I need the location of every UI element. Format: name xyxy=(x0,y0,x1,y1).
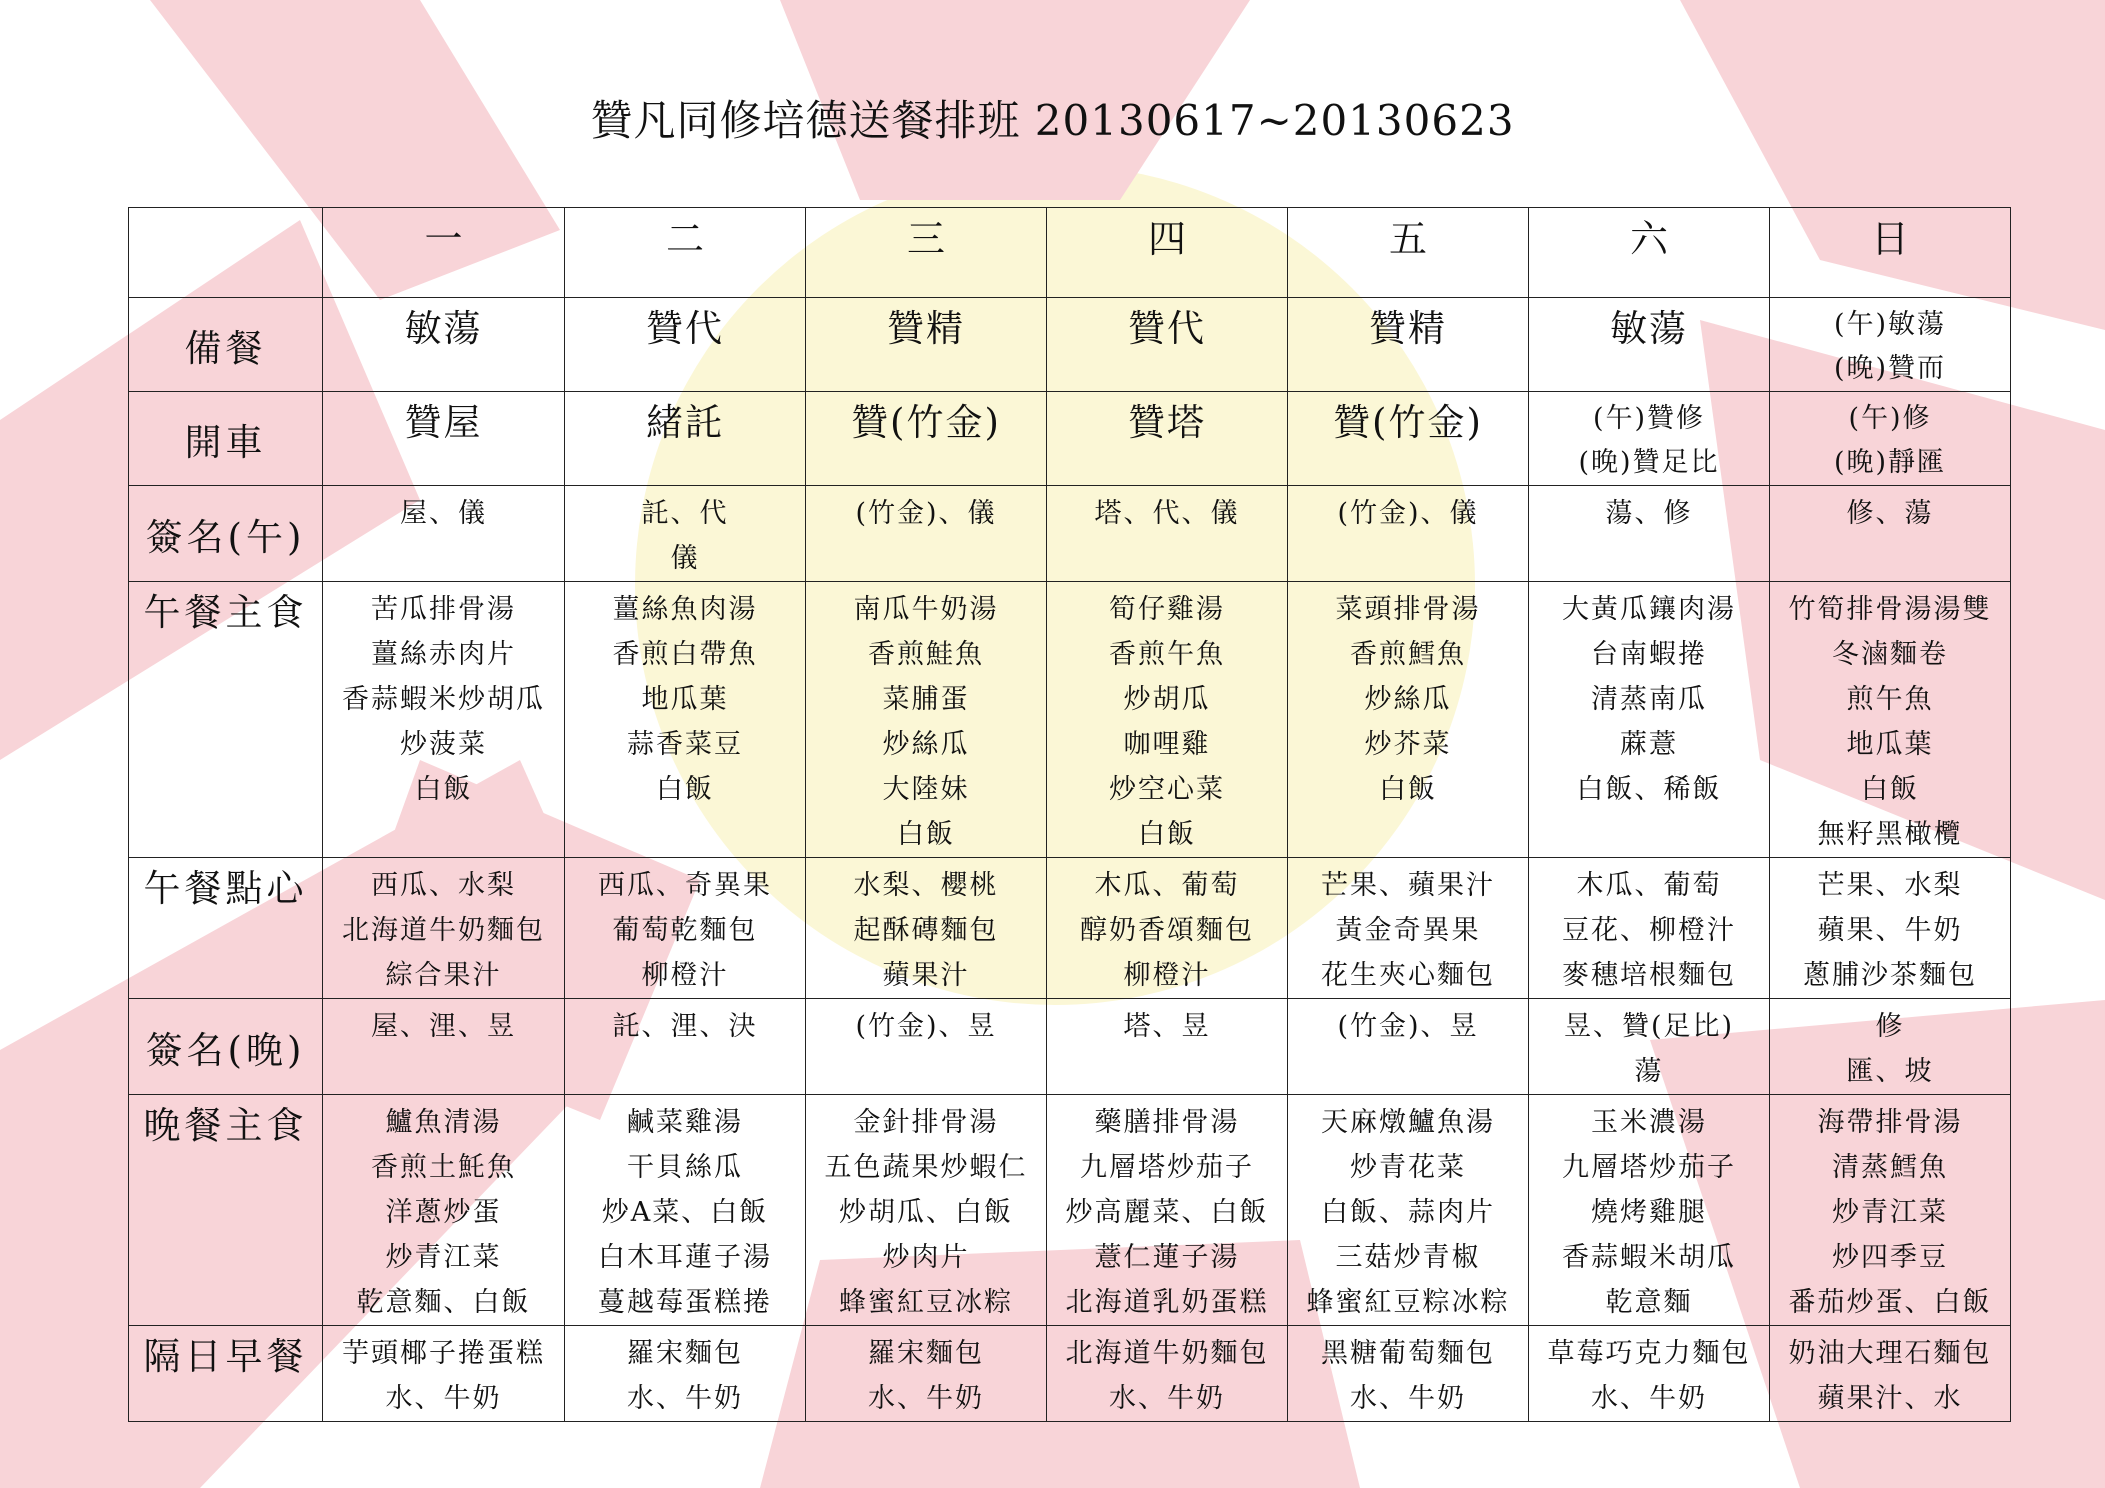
day-header-wed: 三 xyxy=(806,208,1047,298)
cell-line: 大陸妹 xyxy=(882,774,970,805)
cell-breakfast-day-5 xyxy=(1288,1326,1529,1422)
cell-line: (晚)贊足比 xyxy=(1578,447,1720,478)
cell-lines xyxy=(1770,486,2010,536)
cell-prep-day-1: 敏蕩 xyxy=(323,298,565,392)
cell-breakfast-day-6 xyxy=(1529,1326,1770,1422)
cell-line: 蔥脯沙茶麵包 xyxy=(1803,960,1977,991)
cell-line: 燒烤雞腿 xyxy=(1591,1197,1707,1228)
cell-line: 蔓越莓蛋糕捲 xyxy=(598,1287,772,1318)
cell-prep-day-6: 敏蕩 xyxy=(1529,298,1770,392)
cell-sign-noon-day-4 xyxy=(1047,486,1288,582)
cell-line: 起酥磚麵包 xyxy=(853,915,999,946)
cell-line: 薏仁蓮子湯 xyxy=(1094,1242,1240,1273)
cell-line: 冬滷麵卷 xyxy=(1832,639,1948,670)
cell-line: 草莓巧克力麵包 xyxy=(1547,1338,1751,1369)
row-drive xyxy=(129,392,2011,486)
cell-line: 炒四季豆 xyxy=(1832,1242,1948,1273)
cell-lines xyxy=(1529,858,1769,998)
cell-lines xyxy=(323,999,564,1049)
cell-line: 乾意麵 xyxy=(1605,1287,1693,1318)
cell-lines xyxy=(1770,392,2010,485)
cell-line: 九層塔炒茄子 xyxy=(1080,1152,1254,1183)
cell-line: 薑絲魚肉湯 xyxy=(612,594,758,625)
cell-dinner-day-5 xyxy=(1288,1095,1529,1326)
cell-line: 咖哩雞 xyxy=(1123,729,1211,760)
day-header-sat: 六 xyxy=(1529,208,1770,298)
cell-line: 屋、浬、昱 xyxy=(371,1011,516,1042)
cell-line: 木瓜、葡萄 xyxy=(1576,870,1722,901)
cell-line: 白飯 xyxy=(656,774,714,805)
cell-line: 炒空心菜 xyxy=(1109,774,1225,805)
cell-line: 五色蔬果炒蝦仁 xyxy=(824,1152,1028,1183)
cell-line: 芒果、蘋果汁 xyxy=(1321,870,1495,901)
cell-line: 蕩 xyxy=(1634,1056,1664,1087)
cell-lunch-day-5 xyxy=(1288,582,1529,858)
cell-line: 託、代 xyxy=(641,498,729,529)
cell-line: 三菇炒青椒 xyxy=(1335,1242,1481,1273)
cell-line: 黃金奇異果 xyxy=(1335,915,1481,946)
cell-line: 香蒜蝦米炒胡瓜 xyxy=(342,684,545,715)
row-label-breakfast: 隔日早餐 xyxy=(129,1326,323,1422)
cell-drive-day-3: 贊(竹金) xyxy=(806,392,1047,486)
cell-drive-day-6 xyxy=(1529,392,1770,486)
cell-line: 番茄炒蛋、白飯 xyxy=(1788,1287,1992,1318)
cell-lines xyxy=(1047,999,1287,1049)
cell-line: 水、牛奶 xyxy=(385,1383,502,1414)
cell-line: 炒A菜、白飯 xyxy=(601,1197,769,1228)
cell-lines xyxy=(1047,1095,1287,1325)
cell-drive-day-5: 贊(竹金) xyxy=(1288,392,1529,486)
cell-lines xyxy=(806,858,1046,998)
cell-lines xyxy=(1047,858,1287,998)
row-sign-evening xyxy=(129,999,2011,1095)
cell-line: 塔、代、儀 xyxy=(1094,498,1240,529)
cell-sign-evening-day-6 xyxy=(1529,999,1770,1095)
cell-line: 炒胡瓜、白飯 xyxy=(839,1197,1013,1228)
cell-line: 炒絲瓜 xyxy=(882,729,970,760)
cell-lines xyxy=(323,1095,564,1325)
cell-breakfast-day-7 xyxy=(1770,1326,2011,1422)
day-header-mon: 一 xyxy=(323,208,565,298)
cell-line: 清蒸鱈魚 xyxy=(1832,1152,1948,1183)
cell-line: 菜頭排骨湯 xyxy=(1335,594,1481,625)
cell-line: 白飯 xyxy=(1138,819,1196,850)
cell-line: 修、蕩 xyxy=(1846,498,1934,529)
cell-lines xyxy=(806,999,1046,1049)
cell-line: 匯、坡 xyxy=(1846,1056,1934,1087)
cell-sign-noon-day-5 xyxy=(1288,486,1529,582)
cell-line: 蘋果汁、水 xyxy=(1817,1383,1963,1414)
cell-snack-day-6 xyxy=(1529,858,1770,999)
cell-line: 昱、贊(足比) xyxy=(1563,1011,1735,1042)
cell-lines xyxy=(1529,1326,1769,1421)
cell-lines xyxy=(1288,1095,1528,1325)
cell-line: 香煎鱈魚 xyxy=(1350,639,1466,670)
cell-snack-day-1 xyxy=(323,858,565,999)
cell-line: 水、牛奶 xyxy=(1591,1383,1707,1414)
cell-line: 炒芥菜 xyxy=(1364,729,1452,760)
cell-sign-noon-day-2 xyxy=(565,486,806,582)
cell-lines xyxy=(1288,1326,1528,1421)
cell-line: 南瓜牛奶湯 xyxy=(853,594,999,625)
cell-lines xyxy=(565,858,805,998)
cell-line: 芋頭椰子捲蛋糕 xyxy=(342,1338,545,1369)
cell-line: 九層塔炒茄子 xyxy=(1562,1152,1736,1183)
row-label-dinner: 晚餐主食 xyxy=(129,1095,323,1326)
cell-line: (晚)靜匯 xyxy=(1833,447,1947,478)
cell-lines xyxy=(1047,486,1287,536)
cell-line: 蜂蜜紅豆粽冰粽 xyxy=(1306,1287,1510,1318)
row-label-sign-evening: 簽名(晚) xyxy=(129,999,323,1095)
cell-lines xyxy=(1529,392,1769,485)
cell-line: 大黃瓜鑲肉湯 xyxy=(1562,594,1736,625)
cell-line: 塔、昱 xyxy=(1123,1011,1211,1042)
cell-line: 炒青江菜 xyxy=(1832,1197,1948,1228)
cell-lunch-day-6 xyxy=(1529,582,1770,858)
cell-line: 香蒜蝦米胡瓜 xyxy=(1562,1242,1736,1273)
cell-sign-noon-day-3 xyxy=(806,486,1047,582)
cell-line: 蔴薏 xyxy=(1620,729,1678,760)
cell-lines xyxy=(1770,1095,2010,1325)
cell-breakfast-day-2 xyxy=(565,1326,806,1422)
cell-lines xyxy=(1047,1326,1287,1421)
cell-lines xyxy=(1529,486,1769,536)
cell-line: 儀 xyxy=(670,543,700,574)
cell-lunch-day-7 xyxy=(1770,582,2011,858)
cell-line: 炒高麗菜、白飯 xyxy=(1065,1197,1269,1228)
cell-lines xyxy=(565,1326,805,1421)
cell-line: 白飯 xyxy=(1379,774,1437,805)
cell-line: (晚)贊而 xyxy=(1833,353,1947,384)
cell-sign-evening-day-5 xyxy=(1288,999,1529,1095)
row-label-prep: 備餐 xyxy=(129,298,323,392)
cell-prep-day-7 xyxy=(1770,298,2011,392)
cell-line: 蕩、修 xyxy=(1605,498,1693,529)
cell-snack-day-3 xyxy=(806,858,1047,999)
cell-lines xyxy=(565,582,805,812)
cell-lines xyxy=(1529,582,1769,812)
cell-line: 炒青江菜 xyxy=(385,1242,502,1273)
cell-lines xyxy=(806,486,1046,536)
cell-lines xyxy=(1288,582,1528,812)
cell-line: 無籽黑橄欖 xyxy=(1817,819,1963,850)
cell-line: 香煎白帶魚 xyxy=(612,639,758,670)
cell-lines xyxy=(1288,999,1528,1049)
cell-line: 白飯 xyxy=(897,819,955,850)
cell-lines xyxy=(323,486,564,536)
cell-line: 苦瓜排骨湯 xyxy=(371,594,516,625)
cell-line: 柳橙汁 xyxy=(641,960,729,991)
cell-line: 炒菠菜 xyxy=(400,729,487,760)
cell-line: 黑糖葡萄麵包 xyxy=(1321,1338,1495,1369)
cell-line: 香煎鮭魚 xyxy=(868,639,984,670)
cell-dinner-day-6 xyxy=(1529,1095,1770,1326)
cell-line: 炒青花菜 xyxy=(1350,1152,1466,1183)
cell-line: 地瓜葉 xyxy=(641,684,729,715)
cell-line: 菜脯蛋 xyxy=(882,684,970,715)
cell-lines xyxy=(323,858,564,998)
cell-line: 天麻燉鱸魚湯 xyxy=(1321,1107,1495,1138)
cell-line: 地瓜葉 xyxy=(1846,729,1934,760)
cell-drive-day-2: 緒託 xyxy=(565,392,806,486)
day-header-fri: 五 xyxy=(1288,208,1529,298)
row-label-sign-noon: 簽名(午) xyxy=(129,486,323,582)
cell-line: 奶油大理石麵包 xyxy=(1788,1338,1992,1369)
cell-lunch-day-2 xyxy=(565,582,806,858)
cell-line: 金針排骨湯 xyxy=(853,1107,999,1138)
cell-line: 乾意麵、白飯 xyxy=(356,1287,531,1318)
cell-line: 花生夾心麵包 xyxy=(1321,960,1495,991)
cell-lines xyxy=(1529,1095,1769,1325)
cell-prep-day-4: 贊代 xyxy=(1047,298,1288,392)
cell-line: 炒絲瓜 xyxy=(1364,684,1452,715)
cell-lines xyxy=(1288,486,1528,536)
cell-line: 北海道乳奶蛋糕 xyxy=(1065,1287,1269,1318)
cell-lunch-day-1 xyxy=(323,582,565,858)
cell-line: 豆花、柳橙汁 xyxy=(1562,915,1736,946)
cell-line: 蘋果汁 xyxy=(882,960,970,991)
cell-sign-noon-day-7 xyxy=(1770,486,2011,582)
cell-lines xyxy=(806,1095,1046,1325)
cell-sign-evening-day-4 xyxy=(1047,999,1288,1095)
cell-sign-noon-day-6 xyxy=(1529,486,1770,582)
cell-snack-day-2 xyxy=(565,858,806,999)
cell-sign-noon-day-1 xyxy=(323,486,565,582)
cell-lines xyxy=(806,1326,1046,1421)
cell-lines xyxy=(1770,1326,2010,1421)
cell-line: 白飯 xyxy=(414,774,473,805)
cell-prep-day-2: 贊代 xyxy=(565,298,806,392)
row-snack xyxy=(129,858,2011,999)
cell-dinner-day-7 xyxy=(1770,1095,2011,1326)
cell-lunch-day-4 xyxy=(1047,582,1288,858)
page-title: 贊凡同修培德送餐排班 20130617~20130623 xyxy=(590,96,1515,145)
corner-cell xyxy=(129,208,323,298)
cell-lines xyxy=(1047,582,1287,857)
row-dinner xyxy=(129,1095,2011,1326)
cell-lines xyxy=(1288,858,1528,998)
cell-line: 西瓜、水梨 xyxy=(371,870,516,901)
cell-snack-day-7 xyxy=(1770,858,2011,999)
cell-line: 綜合果汁 xyxy=(385,960,502,991)
cell-lines xyxy=(565,486,805,581)
cell-dinner-day-2 xyxy=(565,1095,806,1326)
cell-lines xyxy=(1770,298,2010,391)
cell-prep-day-5: 贊精 xyxy=(1288,298,1529,392)
cell-line: 煎午魚 xyxy=(1846,684,1934,715)
day-header-tue: 二 xyxy=(565,208,806,298)
cell-line: (竹金)、昱 xyxy=(855,1011,997,1042)
cell-line: 修 xyxy=(1875,1011,1905,1042)
cell-line: 水、牛奶 xyxy=(1109,1383,1225,1414)
cell-line: 醇奶香頌麵包 xyxy=(1080,915,1254,946)
cell-line: 水、牛奶 xyxy=(627,1383,743,1414)
cell-line: (午)贊修 xyxy=(1592,403,1706,434)
cell-line: 西瓜、奇異果 xyxy=(598,870,772,901)
cell-line: 柳橙汁 xyxy=(1123,960,1211,991)
cell-prep-day-3: 贊精 xyxy=(806,298,1047,392)
cell-line: 鱸魚清湯 xyxy=(385,1107,502,1138)
cell-line: 薑絲赤肉片 xyxy=(371,639,516,670)
cell-line: 香煎土魠魚 xyxy=(371,1152,516,1183)
cell-sign-evening-day-7 xyxy=(1770,999,2011,1095)
cell-line: 海帶排骨湯 xyxy=(1817,1107,1963,1138)
cell-line: 清蒸南瓜 xyxy=(1591,684,1707,715)
cell-lines xyxy=(1529,999,1769,1094)
cell-line: 藥膳排骨湯 xyxy=(1094,1107,1240,1138)
cell-lines xyxy=(1770,582,2010,857)
cell-line: 蘋果、牛奶 xyxy=(1817,915,1963,946)
row-prep xyxy=(129,298,2011,392)
cell-line: 白飯、稀飯 xyxy=(1576,774,1722,805)
meal-schedule-table xyxy=(128,207,2011,1422)
cell-dinner-day-1 xyxy=(323,1095,565,1326)
cell-lines xyxy=(323,1326,564,1421)
cell-line: 水、牛奶 xyxy=(1350,1383,1466,1414)
cell-lines xyxy=(323,582,564,812)
row-sign-noon xyxy=(129,486,2011,582)
cell-dinner-day-4 xyxy=(1047,1095,1288,1326)
cell-line: 洋蔥炒蛋 xyxy=(385,1197,502,1228)
cell-line: 香煎午魚 xyxy=(1109,639,1225,670)
cell-line: 白飯、蒜肉片 xyxy=(1321,1197,1495,1228)
cell-line: 干貝絲瓜 xyxy=(627,1152,743,1183)
cell-line: (竹金)、儀 xyxy=(855,498,997,529)
cell-breakfast-day-4 xyxy=(1047,1326,1288,1422)
day-header-sun: 日 xyxy=(1770,208,2011,298)
row-label-lunch: 午餐主食 xyxy=(129,582,323,858)
cell-lines xyxy=(806,582,1046,857)
cell-line: 玉米濃湯 xyxy=(1591,1107,1707,1138)
cell-line: 託、浬、決 xyxy=(612,1011,758,1042)
cell-dinner-day-3 xyxy=(806,1095,1047,1326)
cell-line: 芒果、水梨 xyxy=(1817,870,1963,901)
cell-breakfast-day-3 xyxy=(806,1326,1047,1422)
row-label-drive: 開車 xyxy=(129,392,323,486)
cell-line: 蒜香菜豆 xyxy=(627,729,743,760)
cell-drive-day-7 xyxy=(1770,392,2011,486)
cell-lines xyxy=(1770,999,2010,1094)
day-header-thu: 四 xyxy=(1047,208,1288,298)
cell-lunch-day-3 xyxy=(806,582,1047,858)
cell-line: 鹹菜雞湯 xyxy=(627,1107,743,1138)
cell-lines xyxy=(565,999,805,1049)
cell-drive-day-4: 贊塔 xyxy=(1047,392,1288,486)
cell-line: 羅宋麵包 xyxy=(627,1338,743,1369)
cell-drive-day-1: 贊屋 xyxy=(323,392,565,486)
cell-line: 水梨、櫻桃 xyxy=(853,870,999,901)
cell-line: (午)修 xyxy=(1848,403,1932,434)
cell-line: 白飯 xyxy=(1861,774,1919,805)
cell-lines xyxy=(565,1095,805,1325)
row-lunch xyxy=(129,582,2011,858)
cell-line: 筍仔雞湯 xyxy=(1109,594,1225,625)
cell-line: 木瓜、葡萄 xyxy=(1094,870,1240,901)
cell-line: 白木耳蓮子湯 xyxy=(598,1242,772,1273)
cell-line: 炒胡瓜 xyxy=(1123,684,1211,715)
cell-line: 麥穗培根麵包 xyxy=(1562,960,1736,991)
header-row xyxy=(129,208,2011,298)
cell-snack-day-4 xyxy=(1047,858,1288,999)
cell-line: (竹金)、昱 xyxy=(1337,1011,1479,1042)
row-breakfast xyxy=(129,1326,2011,1422)
cell-lines xyxy=(1770,858,2010,998)
cell-sign-evening-day-2 xyxy=(565,999,806,1095)
cell-breakfast-day-1 xyxy=(323,1326,565,1422)
cell-line: 蜂蜜紅豆冰粽 xyxy=(839,1287,1013,1318)
cell-line: 葡萄乾麵包 xyxy=(612,915,758,946)
cell-line: 台南蝦捲 xyxy=(1591,639,1707,670)
cell-line: 水、牛奶 xyxy=(868,1383,984,1414)
cell-snack-day-5 xyxy=(1288,858,1529,999)
cell-line: 北海道牛奶麵包 xyxy=(1065,1338,1269,1369)
cell-sign-evening-day-3 xyxy=(806,999,1047,1095)
cell-line: (午)敏蕩 xyxy=(1833,309,1947,340)
cell-line: (竹金)、儀 xyxy=(1337,498,1479,529)
cell-line: 炒肉片 xyxy=(882,1242,970,1273)
cell-line: 北海道牛奶麵包 xyxy=(342,915,545,946)
row-label-snack: 午餐點心 xyxy=(129,858,323,999)
cell-line: 屋、儀 xyxy=(400,498,487,529)
cell-line: 羅宋麵包 xyxy=(868,1338,984,1369)
cell-line: 竹筍排骨湯湯雙 xyxy=(1788,594,1992,625)
cell-sign-evening-day-1 xyxy=(323,999,565,1095)
